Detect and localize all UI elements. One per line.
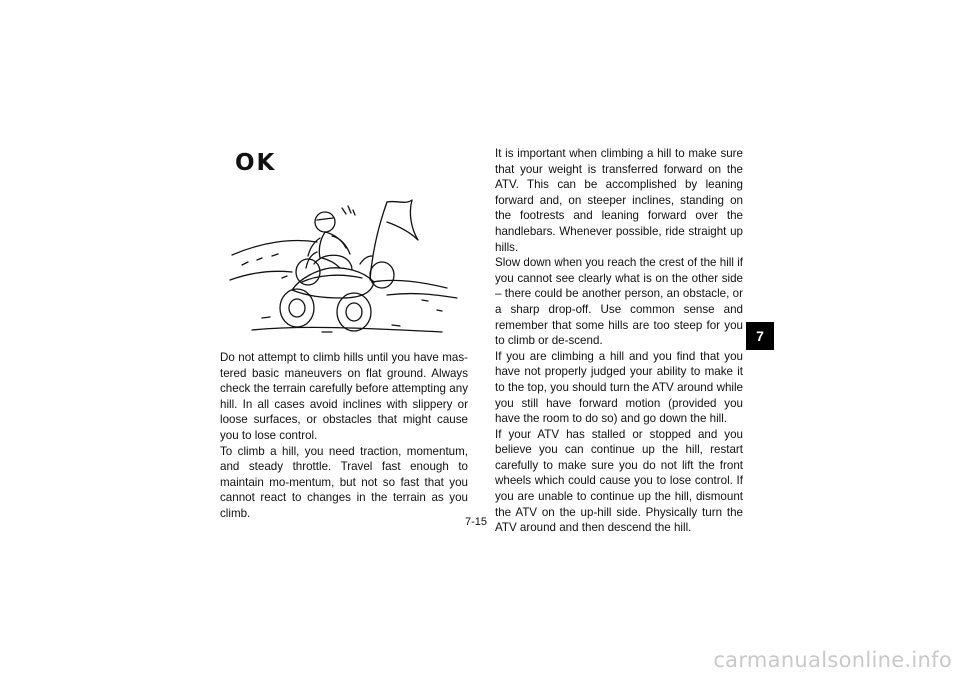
atv-rider-climbing-hill-illustration bbox=[222, 160, 472, 342]
paragraph: If your ATV has stalled or stopped and you believe you can continue up the hill, restart carefully to make sure you do not lift the front wheels which could cause you to lose control. If you are unable to continue up the hill, dismount the ATV on the up-hill side. Physically turn the ATV around and then descend the hill. bbox=[495, 427, 743, 535]
page-number: 7-15 bbox=[465, 516, 488, 528]
chapter-tab: 7 bbox=[746, 322, 774, 350]
paragraph: To climb a hill, you need traction, momentum, and steady throttle. Travel fast enough to maintain mo-mentum, but not so fast that you cannot react to changes in the terrain as you climb. bbox=[220, 444, 468, 520]
left-text-column bbox=[220, 350, 468, 522]
ok-label: OK bbox=[235, 150, 277, 176]
paragraph: It is important when climbing a hill to make sure that your weight is transferred forward on the ATV. This can be accomplished by leaning forward and, on steeper inclines, standing on the footrests and leaning forward over the handlebars. Whenever possible, ride straight up hills. bbox=[495, 147, 743, 254]
right-text-column bbox=[495, 146, 743, 536]
paragraph: Do not attempt to climb hills until you have mas-tered basic maneuvers on flat ground. Always check the terrain carefully before attempting any hill. In all cases avoid inclines with slippery or loose surfaces, or obstacles that might cause you to lose control. bbox=[220, 351, 468, 442]
paragraph: If you are climbing a hill and you find that you have not properly judged your ability to make it to the top, you should turn the ATV around while you still have forward motion (provided you have the room to do so) and go down the hill. bbox=[495, 349, 743, 426]
paragraph: Slow down when you reach the crest of the hill if you cannot see clearly what is on the other side – there could be another person, an obstacle, or a sharp drop-off. Use common sense and remember that some hills are too steep for you to climb or de-scend. bbox=[495, 256, 743, 348]
watermark: carmanualsonline.info bbox=[713, 648, 952, 672]
